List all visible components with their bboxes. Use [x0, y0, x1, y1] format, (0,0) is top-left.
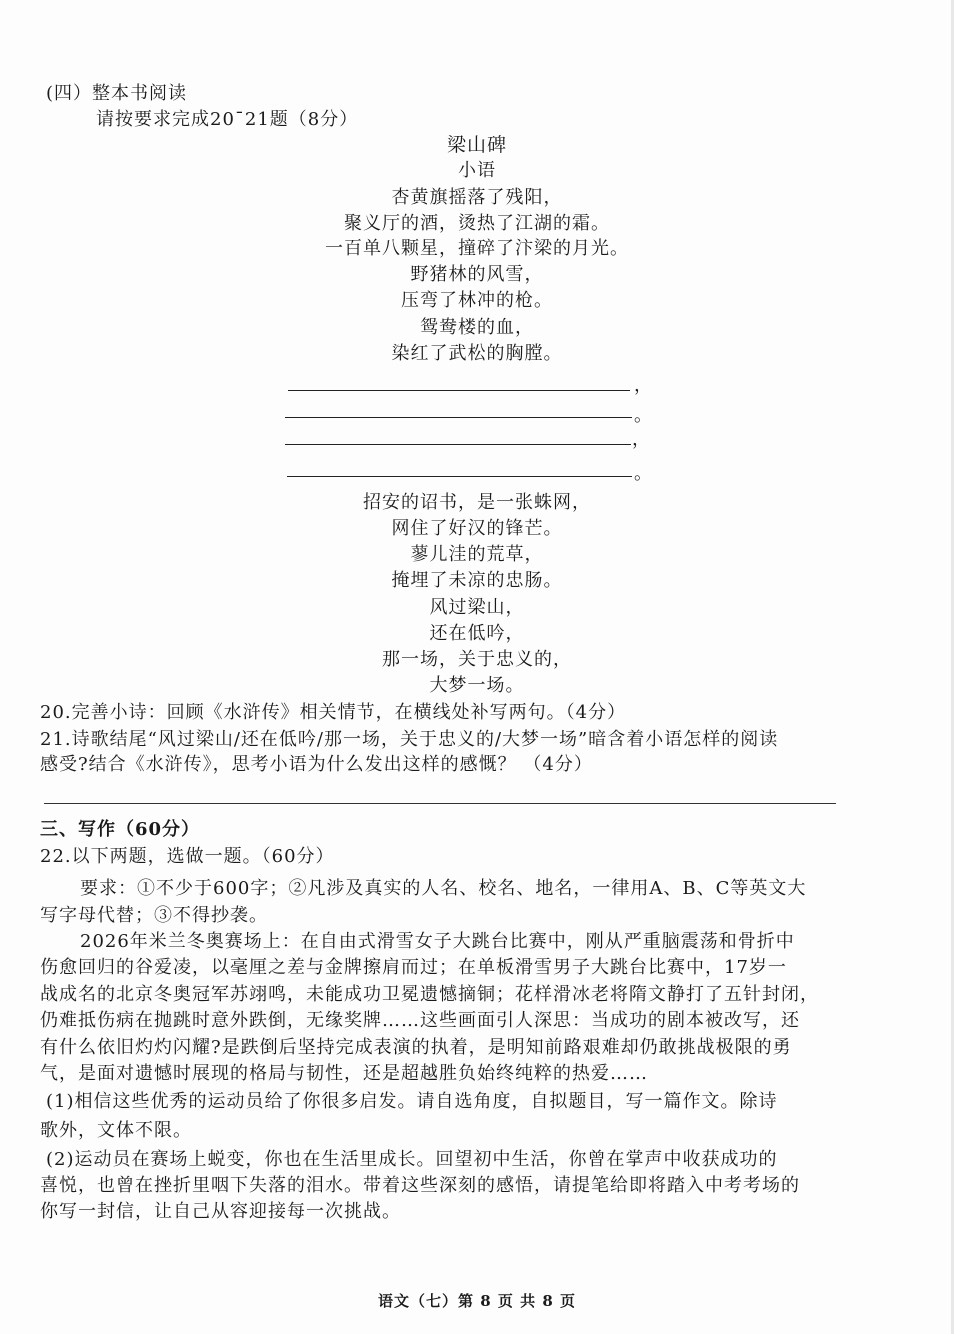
poem-author: 小语 — [458, 160, 496, 181]
poem-line: 蓼儿洼的荒草， — [410, 544, 544, 565]
blank-punctuation: 。 — [634, 405, 652, 426]
material-paragraph-line: 2026年米兰冬奥赛场上：在自由式滑雪女子大跳台比赛中，刚从严重脑震荡和骨折中 — [80, 931, 795, 952]
poem-line: 掩埋了未凉的忠肠。 — [391, 570, 563, 591]
page-footer: 语文（七）第 8 页 共 8 页 — [378, 1292, 576, 1310]
poem-line: 野猪林的风雪， — [410, 264, 544, 285]
poem-line: 大梦一场。 — [429, 675, 525, 696]
poem-line: 杏黄旗摇落了残阳， — [391, 187, 563, 208]
poem-line: 风过梁山， — [429, 597, 525, 618]
section-title: (四）整本书阅读 — [46, 83, 188, 104]
answer-line[interactable] — [44, 803, 836, 804]
question-22: 22.以下两题，选做一题。（60分） — [40, 846, 335, 867]
material-paragraph-line: 仍难抵伤病在抛跳时意外跌倒，无缘奖牌……这些画面引人深思：当成功的剧本被改写，还 — [40, 1010, 800, 1031]
material-paragraph-line: 战成名的北京冬奥冠军苏翊鸣，未能成功卫冕遗憾摘铜；花样滑冰老将隋文静打了五针封闭， — [40, 984, 819, 1005]
poem-line: 聚义厅的酒，烫热了江湖的霜。 — [344, 213, 610, 234]
blank-punctuation: 。 — [634, 463, 652, 484]
writing-option-2: (2)运动员在赛场上蜕变，你也在生活里成长。回望初中生活，你曾在掌声中收获成功的 — [46, 1149, 778, 1170]
fill-blank-line[interactable] — [287, 476, 632, 477]
poem-line: 招安的诏书，是一张蛛网， — [363, 492, 591, 513]
material-paragraph-line: 有什么依旧灼灼闪耀?是跌倒后坚持完成表演的执着，是明知前路艰难却仍敢挑战极限的勇 — [40, 1037, 792, 1058]
section-instruction: 请按要求完成20¯21题（8分） — [96, 109, 359, 130]
poem-line: 压弯了林冲的枪。 — [401, 290, 553, 311]
question-21: 21.诗歌结尾“风过梁山/还在低吟/那一场，关于忠义的/大梦一场”暗含着小语怎样的阅读 — [40, 729, 779, 750]
fill-blank-line[interactable] — [288, 390, 630, 391]
writing-option-1-continued: 歌外，文体不限。 — [40, 1120, 192, 1141]
question-21-continued: 感受?结合《水浒传》，思考小语为什么发出这样的感慨？ （4分） — [40, 754, 593, 775]
poem-line: 网住了好汉的锋芒。 — [391, 518, 563, 539]
material-paragraph-line: 伤愈回归的谷爱凌，以毫厘之差与金牌擦肩而过；在单板滑雪男子大跳台比赛中，17岁一 — [40, 957, 787, 978]
blank-punctuation: ， — [634, 375, 652, 396]
writing-requirements-continued: 写字母代替；③不得抄袭。 — [40, 905, 268, 926]
poem-line: 那一场，关于忠义的， — [382, 649, 572, 670]
writing-option-2-continued: 喜悦，也曾在挫折里咽下失落的泪水。带着这些深刻的感悟，请提笔给即将踏入中考考场的 — [40, 1175, 800, 1196]
poem-line: 还在低吟， — [429, 623, 525, 644]
writing-option-2-continued: 你写一封信，让自己从容迎接每一次挑战。 — [40, 1201, 401, 1222]
material-paragraph-line: 气，是面对遗憾时展现的格局与韧性，还是超越胜负始终纯粹的热爱…… — [40, 1063, 648, 1084]
poem-title: 梁山碑 — [446, 134, 507, 156]
writing-heading: 三、写作（60分） — [40, 819, 201, 840]
question-20: 20.完善小诗：回顾《水浒传》相关情节，在横线处补写两句。（4分） — [40, 702, 627, 723]
writing-option-1: (1)相信这些优秀的运动员给了你很多启发。请自选角度，自拟题目，写一篇作文。除诗 — [46, 1091, 778, 1112]
writing-requirements: 要求：①不少于600字；②凡涉及真实的人名、校名、地名，一律用A、B、C等英文大 — [80, 878, 807, 899]
fill-blank-line[interactable] — [285, 417, 632, 418]
poem-line: 一百单八颗星，撞碎了汴梁的月光。 — [325, 238, 629, 259]
poem-line: 鸳鸯楼的血， — [420, 317, 534, 338]
blank-punctuation: ， — [632, 429, 650, 450]
poem-line: 染红了武松的胸膛。 — [391, 343, 563, 364]
fill-blank-line[interactable] — [285, 444, 631, 445]
